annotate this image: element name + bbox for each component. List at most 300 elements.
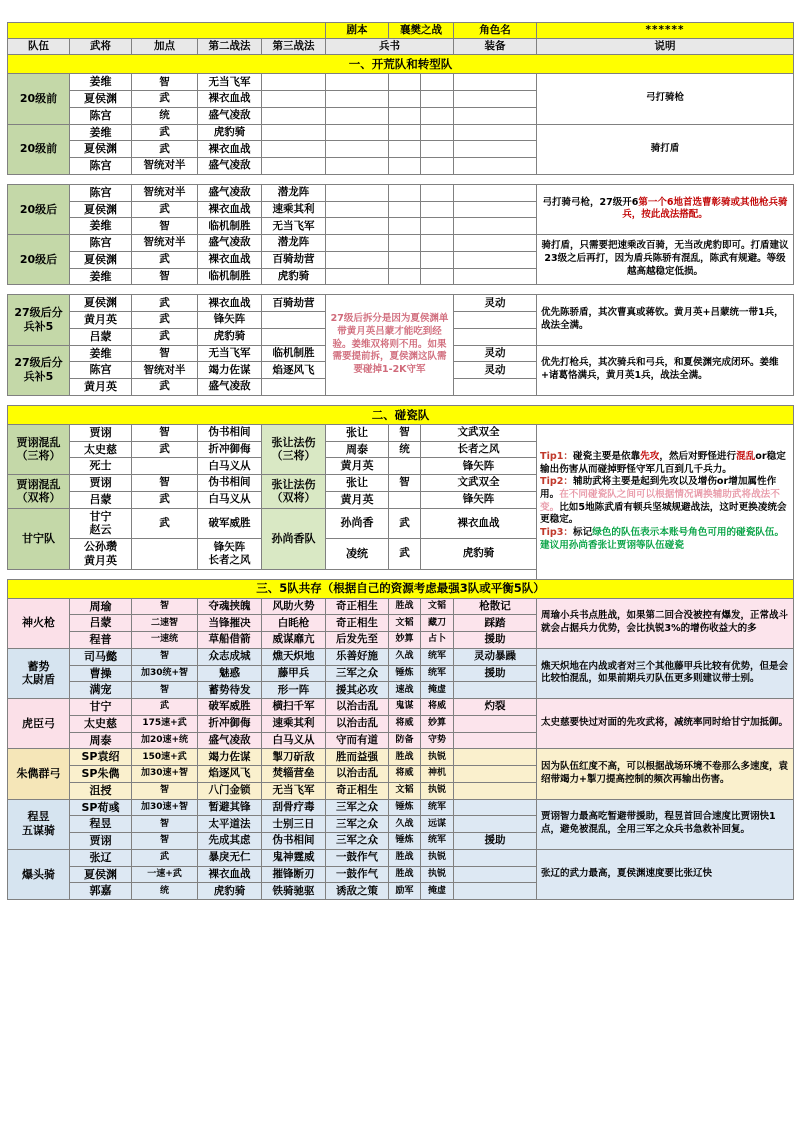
column-header-skill3: 第三战法 — [262, 39, 326, 55]
tip-block — [540, 527, 790, 552]
team-note-cell: 优先陈骄盾，其次曹真或蒋钦。黄月英+吕蒙统一带1兵，战法全满。 — [537, 295, 794, 345]
book3-cell — [421, 235, 454, 252]
points-cell: 加20速+统 — [132, 732, 198, 749]
book1-cell: 胜而益强 — [326, 749, 389, 766]
table-row — [8, 749, 794, 766]
skill2-cell: 盛气凌敌 — [198, 107, 262, 124]
team-name-cell: 20级前 — [8, 74, 70, 124]
skill3-cell: 燋天炽地 — [262, 648, 326, 665]
points-cell: 武 — [132, 328, 198, 345]
team-note-cell: 骑打盾 — [537, 124, 794, 174]
book3-cell — [421, 251, 454, 268]
general-cell: 满宠 — [70, 682, 132, 699]
general-cell: 黄月英 — [70, 312, 132, 329]
general-cell: 张辽 — [70, 849, 132, 866]
skill2-cell: 当锋摧决 — [198, 615, 262, 632]
points-cell: 武 — [132, 251, 198, 268]
points-cell: 武 — [132, 295, 198, 312]
points-cell: 智 — [132, 682, 198, 699]
skill3-cell — [262, 158, 326, 175]
book2-cell: 胜战 — [389, 849, 421, 866]
team-note-cell: 太史慈要快过对面的先攻武将，减统率同时给甘宁加抵御。 — [537, 699, 794, 749]
book2-cell — [389, 141, 421, 158]
points-cell: 150速+武 — [132, 749, 198, 766]
book3-cell — [421, 184, 454, 201]
equip-cell — [454, 849, 537, 866]
note-segment: 第一个6地首选曹彰骑或其他枪兵骑兵，按此战法搭配。 — [622, 196, 788, 221]
book1-cell: 三军之众 — [326, 665, 389, 682]
book2-cell: 胜战 — [389, 749, 421, 766]
equip-cell: 踩踏 — [454, 615, 537, 632]
skill2-cell: 裸衣血战 — [198, 141, 262, 158]
skill2-cell-2: 文武双全 — [421, 475, 537, 492]
general-cell: 夏侯渊 — [70, 295, 132, 312]
pair-team-name-cell: 孙尚香队 — [262, 508, 326, 569]
points-cell: 统 — [132, 883, 198, 900]
team-note-cell: 张辽的武力最高，夏侯渊速度要比张辽快 — [537, 849, 794, 899]
skill3-cell: 藤甲兵 — [262, 665, 326, 682]
skill2-cell: 众志成城 — [198, 648, 262, 665]
general-cell: SP袁绍 — [70, 749, 132, 766]
skill2-cell: 竭力佐谋 — [198, 362, 262, 379]
team-build-table — [7, 22, 794, 900]
equip-cell — [454, 141, 537, 158]
skill3-cell: 士别三日 — [262, 816, 326, 833]
skill2-cell: 八门金锁 — [198, 782, 262, 799]
table-row — [8, 648, 794, 665]
book1-cell — [326, 91, 389, 108]
skill2-cell: 破军威胜 — [198, 508, 262, 539]
book1-cell: 以治击乱 — [326, 699, 389, 716]
skill3-cell: 虎豹骑 — [262, 268, 326, 285]
team-name-cell: 神火枪 — [8, 598, 70, 648]
book2-cell — [389, 107, 421, 124]
general-cell: 陈宫 — [70, 184, 132, 201]
general-cell: 曹操 — [70, 665, 132, 682]
points-cell: 智 — [132, 218, 198, 235]
role-value: ****** — [537, 23, 794, 39]
team-name-cell: 蓄势 太尉盾 — [8, 648, 70, 698]
book2-cell: 久战 — [389, 816, 421, 833]
points-cell-2: 武 — [389, 539, 421, 570]
points-cell: 二速智 — [132, 615, 198, 632]
points-cell — [132, 539, 198, 570]
tip-block — [540, 451, 790, 476]
column-header-book: 兵书 — [326, 39, 454, 55]
points-cell: 武 — [132, 379, 198, 396]
general-cell-2: 凌统 — [326, 539, 389, 570]
points-cell: 智 — [132, 648, 198, 665]
points-cell-2: 智 — [389, 475, 421, 492]
column-header-equip: 装备 — [454, 39, 537, 55]
points-cell-2 — [389, 458, 421, 475]
equip-cell — [454, 715, 537, 732]
book3-cell — [421, 141, 454, 158]
header-meta-row — [8, 23, 794, 39]
skill2-cell: 夺魂挟魄 — [198, 598, 262, 615]
general-cell: 陈宫 — [70, 107, 132, 124]
tip-segment: 绿色的队伍表示本账号角色可用的碰瓷队伍。 — [592, 526, 785, 538]
table-row — [8, 799, 794, 816]
equip-cell: 灵动 — [454, 345, 537, 362]
equip-cell — [454, 74, 537, 91]
skill3-cell — [262, 328, 326, 345]
general-cell: 程普 — [70, 632, 132, 649]
general-cell: 公孙瓒 黄月英 — [70, 539, 132, 570]
book2-cell — [389, 201, 421, 218]
skill3-cell — [262, 74, 326, 91]
book1-cell: 后发先至 — [326, 632, 389, 649]
pair-team-name-cell: 张让法伤（双将） — [262, 475, 326, 509]
book3-cell: 藏刀 — [421, 615, 454, 632]
book3-cell — [421, 201, 454, 218]
skill3-cell: 白眊枪 — [262, 615, 326, 632]
scenario-label: 剧本 — [326, 23, 389, 39]
general-cell: 太史慈 — [70, 441, 132, 458]
skill3-cell: 无当飞军 — [262, 218, 326, 235]
equip-cell — [454, 91, 537, 108]
book1-cell — [326, 201, 389, 218]
book1-cell — [326, 158, 389, 175]
book1-cell — [326, 251, 389, 268]
tip-segment: 比如5地陈武盾有顿兵坚城规避战法，这时更换凌统会更稳定。 — [540, 501, 787, 526]
spacer-row — [8, 395, 794, 405]
points-cell: 一速统 — [132, 632, 198, 649]
skill3-cell: 潜龙阵 — [262, 235, 326, 252]
role-label: 角色名 — [454, 23, 537, 39]
points-cell: 统 — [132, 107, 198, 124]
points-cell: 智统对半 — [132, 235, 198, 252]
points-cell: 武 — [132, 201, 198, 218]
tip-segment: 在不同碰瓷队之间可以根据情况调换辅助武将战法不变。 — [540, 488, 780, 513]
points-cell: 加30速+智 — [132, 766, 198, 783]
book1-cell: 乐善好施 — [326, 648, 389, 665]
tip-segment: 辅助武将主要是起到先攻以及增伤or增加属性作用。 — [540, 476, 777, 500]
team-note-cell: 优先打枪兵，其次骑兵和弓兵，和夏侯渊完成闭环。姜维+诸葛恪满兵，黄月英1兵，战法全满。 — [537, 345, 794, 395]
tip-label: Tip3： — [540, 526, 574, 538]
equip-cell: 枪散记 — [454, 598, 537, 615]
column-header-points: 加点 — [132, 39, 198, 55]
tip-segment: 标记 — [573, 526, 593, 538]
skill2-cell: 魅惑 — [198, 665, 262, 682]
table-row — [8, 235, 794, 252]
equip-cell — [454, 312, 537, 329]
points-cell: 智 — [132, 74, 198, 91]
skill2-cell: 盛气凌敌 — [198, 379, 262, 396]
equip-cell — [454, 235, 537, 252]
meta-blank — [8, 23, 326, 39]
equip-cell: 援助 — [454, 665, 537, 682]
equip-cell — [454, 158, 537, 175]
book1-cell: 诱敌之策 — [326, 883, 389, 900]
general-cell-2: 张让 — [326, 475, 389, 492]
book3-cell: 执锐 — [421, 782, 454, 799]
skill2-cell: 折冲御侮 — [198, 441, 262, 458]
book3-cell: 掩虚 — [421, 883, 454, 900]
equip-cell: 灵动 — [454, 362, 537, 379]
points-cell-2: 统 — [389, 441, 421, 458]
team-name-cell: 20级前 — [8, 124, 70, 174]
skill3-cell — [262, 312, 326, 329]
skill2-cell: 虎豹骑 — [198, 124, 262, 141]
book1-cell: 一鼓作气 — [326, 866, 389, 883]
team-note-cell: 周瑜小兵书点胜战，如果第二回合没被控有爆发，正常战斗就会占据兵力优势，会比执锐3%的增伤收益大的多 — [537, 598, 794, 648]
points-cell-2 — [389, 491, 421, 508]
skill2-cell: 白马义从 — [198, 458, 262, 475]
book3-cell — [421, 124, 454, 141]
book2-cell: 锤炼 — [389, 833, 421, 850]
points-cell — [132, 458, 198, 475]
general-cell-2: 黄月英 — [326, 458, 389, 475]
column-header-note: 说明 — [537, 39, 794, 55]
book3-cell: 统军 — [421, 665, 454, 682]
team-note-cell: 骑打盾，只需要把速乘改百骑，无当改虎豹即可。打盾建议23级之后再打，因为盾兵陈骄有混乱，陈武有规避。等级越高越稳定低损。 — [537, 235, 794, 285]
skill2-cell: 先成其虑 — [198, 833, 262, 850]
skill3-cell: 摧锋断刃 — [262, 866, 326, 883]
book1-cell: 以治击乱 — [326, 715, 389, 732]
skill2-cell: 裸衣血战 — [198, 295, 262, 312]
points-cell: 武 — [132, 312, 198, 329]
equip-cell — [454, 782, 537, 799]
skill2-cell-2: 长者之风 — [421, 441, 537, 458]
skill2-cell: 草船借箭 — [198, 632, 262, 649]
equip-cell — [454, 682, 537, 699]
equip-cell — [454, 749, 537, 766]
general-cell: 太史慈 — [70, 715, 132, 732]
general-cell: 陈宫 — [70, 158, 132, 175]
table-row — [8, 124, 794, 141]
equip-cell — [454, 866, 537, 883]
merged-split-note: 27级后拆分是因为夏侯渊单带黄月英吕蒙才能吃到经验。姜维双将则不用。如果需要提前拆，夏侯渊这队需要碰掉1-2K守军 — [326, 295, 454, 396]
skill3-cell: 伪书相间 — [262, 833, 326, 850]
skill2-cell: 虎豹骑 — [198, 328, 262, 345]
general-cell: 郭嘉 — [70, 883, 132, 900]
book1-cell: 奇正相生 — [326, 615, 389, 632]
book1-cell: 三军之众 — [326, 816, 389, 833]
points-cell: 智 — [132, 816, 198, 833]
book3-cell — [421, 268, 454, 285]
equip-cell — [454, 251, 537, 268]
skill2-cell: 裸衣血战 — [198, 251, 262, 268]
spacer-row — [8, 285, 794, 295]
skill3-cell: 焚辎营垒 — [262, 766, 326, 783]
table-row — [8, 184, 794, 201]
equip-cell — [454, 184, 537, 201]
book1-cell — [326, 74, 389, 91]
general-cell: 姜维 — [70, 74, 132, 91]
book1-cell: 以治击乱 — [326, 766, 389, 783]
table-row — [8, 699, 794, 716]
book3-cell — [421, 74, 454, 91]
team-note-cell: 燋天炽地在内战或者对三个其他藤甲兵比较有优势，但是会比较怕混乱，如果前期兵刃队伍更多则建议带士别。 — [537, 648, 794, 698]
general-cell: SP荀彧 — [70, 799, 132, 816]
skill3-cell: 百骑劫营 — [262, 251, 326, 268]
skill3-cell — [262, 91, 326, 108]
general-cell: 贾诩 — [70, 475, 132, 492]
equip-cell — [454, 201, 537, 218]
general-cell-2: 周泰 — [326, 441, 389, 458]
book3-cell: 统军 — [421, 833, 454, 850]
tip-label: Tip2： — [540, 476, 574, 488]
skill2-cell-2: 裸衣血战 — [421, 508, 537, 539]
team-name-cell: 27级后分兵补5 — [8, 295, 70, 345]
points-cell: 智 — [132, 782, 198, 799]
equip-cell — [454, 883, 537, 900]
book3-cell: 占卜 — [421, 632, 454, 649]
points-cell: 智统对半 — [132, 184, 198, 201]
team-name-cell: 贾诩混乱（三将） — [8, 424, 70, 474]
skill3-cell: 无当飞军 — [262, 782, 326, 799]
book1-cell: 奇正相生 — [326, 782, 389, 799]
skill3-cell: 临机制胜 — [262, 345, 326, 362]
general-cell-2: 黄月英 — [326, 491, 389, 508]
skill2-cell: 暂避其锋 — [198, 799, 262, 816]
book2-cell: 久战 — [389, 648, 421, 665]
skill2-cell-2: 文武双全 — [421, 424, 537, 441]
points-cell: 加30速+智 — [132, 799, 198, 816]
points-cell: 智 — [132, 345, 198, 362]
book1-cell: 守而有道 — [326, 732, 389, 749]
points-cell: 智 — [132, 598, 198, 615]
book3-cell: 执锐 — [421, 749, 454, 766]
equip-cell — [454, 107, 537, 124]
section-title-3: 三、5队共存（根据自己的资源考虑最强3队或平衡5队） — [8, 579, 794, 598]
team-name-cell: 27级后分兵补5 — [8, 345, 70, 395]
general-cell: SP朱儁 — [70, 766, 132, 783]
points-cell: 175速+武 — [132, 715, 198, 732]
equip-cell — [454, 218, 537, 235]
skill2-cell: 盛气凌敌 — [198, 158, 262, 175]
team-name-cell: 20级后 — [8, 235, 70, 285]
book1-cell — [326, 107, 389, 124]
equip-cell: 灵动暴躁 — [454, 648, 537, 665]
skill2-cell: 临机制胜 — [198, 218, 262, 235]
skill3-cell: 潜龙阵 — [262, 184, 326, 201]
general-cell: 夏侯渊 — [70, 201, 132, 218]
general-cell: 吕蒙 — [70, 615, 132, 632]
book1-cell: 三军之众 — [326, 833, 389, 850]
skill2-cell: 无当飞军 — [198, 74, 262, 91]
skill2-cell: 太平道法 — [198, 816, 262, 833]
pair-team-name-cell: 张让法伤（三将） — [262, 424, 326, 474]
equip-cell: 灼裂 — [454, 699, 537, 716]
equip-cell — [454, 328, 537, 345]
tips-cell — [537, 424, 794, 579]
points-cell: 智统对半 — [132, 362, 198, 379]
equip-cell — [454, 766, 537, 783]
general-cell: 陈宫 — [70, 235, 132, 252]
points-cell: 武 — [132, 699, 198, 716]
general-cell: 周泰 — [70, 732, 132, 749]
general-cell: 夏侯渊 — [70, 251, 132, 268]
skill3-cell: 白马义从 — [262, 732, 326, 749]
tip-block — [540, 476, 790, 527]
general-cell: 姜维 — [70, 124, 132, 141]
points-cell: 智 — [132, 268, 198, 285]
spacer — [8, 569, 794, 579]
general-cell: 甘宁 赵云 — [70, 508, 132, 539]
section-title-row — [8, 405, 794, 424]
skill3-cell: 风助火势 — [262, 598, 326, 615]
skill2-cell: 白马义从 — [198, 491, 262, 508]
book2-cell — [389, 235, 421, 252]
skill2-cell: 裸衣血战 — [198, 866, 262, 883]
book2-cell: 速战 — [389, 682, 421, 699]
points-cell-2: 武 — [389, 508, 421, 539]
skill2-cell: 裸衣血战 — [198, 91, 262, 108]
tip-segment: 混乱 — [736, 451, 756, 462]
skill2-cell: 裸衣血战 — [198, 201, 262, 218]
skill3-cell — [262, 107, 326, 124]
equip-cell — [454, 799, 537, 816]
book3-cell — [421, 91, 454, 108]
general-cell: 吕蒙 — [70, 328, 132, 345]
skill2-cell: 破军威胜 — [198, 699, 262, 716]
team-name-cell: 甘宁队 — [8, 508, 70, 569]
book3-cell: 守势 — [421, 732, 454, 749]
book2-cell — [389, 158, 421, 175]
general-cell: 陈宫 — [70, 362, 132, 379]
team-note-cell: 因为队伍红度不高，可以根据战场环境不卷那么多速度，袁绍带竭力+掣刀提高控制的频次再输出伤害。 — [537, 749, 794, 799]
equip-cell: 灵动 — [454, 295, 537, 312]
tip-segment: 先攻 — [640, 451, 660, 462]
book2-cell: 将威 — [389, 766, 421, 783]
book2-cell: 胜战 — [389, 866, 421, 883]
general-cell: 甘宁 — [70, 699, 132, 716]
book1-cell — [326, 268, 389, 285]
skill2-cell: 暴戾无仁 — [198, 849, 262, 866]
general-cell: 姜维 — [70, 268, 132, 285]
skill2-cell: 无当飞军 — [198, 345, 262, 362]
tip-label: Tip1： — [540, 451, 574, 462]
spacer — [8, 395, 794, 405]
points-cell: 武 — [132, 441, 198, 458]
tip-segment: 碰瓷主要是依靠 — [573, 451, 641, 462]
points-cell: 武 — [132, 91, 198, 108]
points-cell: 武 — [132, 141, 198, 158]
general-cell: 贾诩 — [70, 833, 132, 850]
skill2-cell: 临机制胜 — [198, 268, 262, 285]
skill3-cell — [262, 379, 326, 396]
skill3-cell: 形一阵 — [262, 682, 326, 699]
equip-cell — [454, 816, 537, 833]
points-cell: 武 — [132, 508, 198, 539]
book1-cell — [326, 184, 389, 201]
spacer-row — [8, 569, 794, 579]
skill2-cell: 蓄势待发 — [198, 682, 262, 699]
general-cell: 夏侯渊 — [70, 141, 132, 158]
book1-cell — [326, 141, 389, 158]
general-cell: 夏侯渊 — [70, 866, 132, 883]
book3-cell: 执锐 — [421, 866, 454, 883]
team-note-cell: 贾诩智力最高吃暂避带援助，程昱首回合速度比贾诩快1点，避免被混乱，全用三军之众兵书急救补回复。 — [537, 799, 794, 849]
section-title-1: 一、开荒队和转型队 — [8, 55, 794, 74]
general-cell: 吕蒙 — [70, 491, 132, 508]
skill3-cell: 百骑劫营 — [262, 295, 326, 312]
skill2-cell: 焰逐风飞 — [198, 766, 262, 783]
spacer-row — [8, 174, 794, 184]
skill3-cell: 刮骨疗毒 — [262, 799, 326, 816]
skill2-cell: 盛气凌敌 — [198, 184, 262, 201]
book2-cell — [389, 251, 421, 268]
book3-cell: 统军 — [421, 648, 454, 665]
book3-cell: 远谋 — [421, 816, 454, 833]
scenario-value: 襄樊之战 — [389, 23, 454, 39]
team-name-cell: 20级后 — [8, 184, 70, 234]
book1-cell — [326, 235, 389, 252]
book2-cell: 妙算 — [389, 632, 421, 649]
points-cell: 智 — [132, 833, 198, 850]
